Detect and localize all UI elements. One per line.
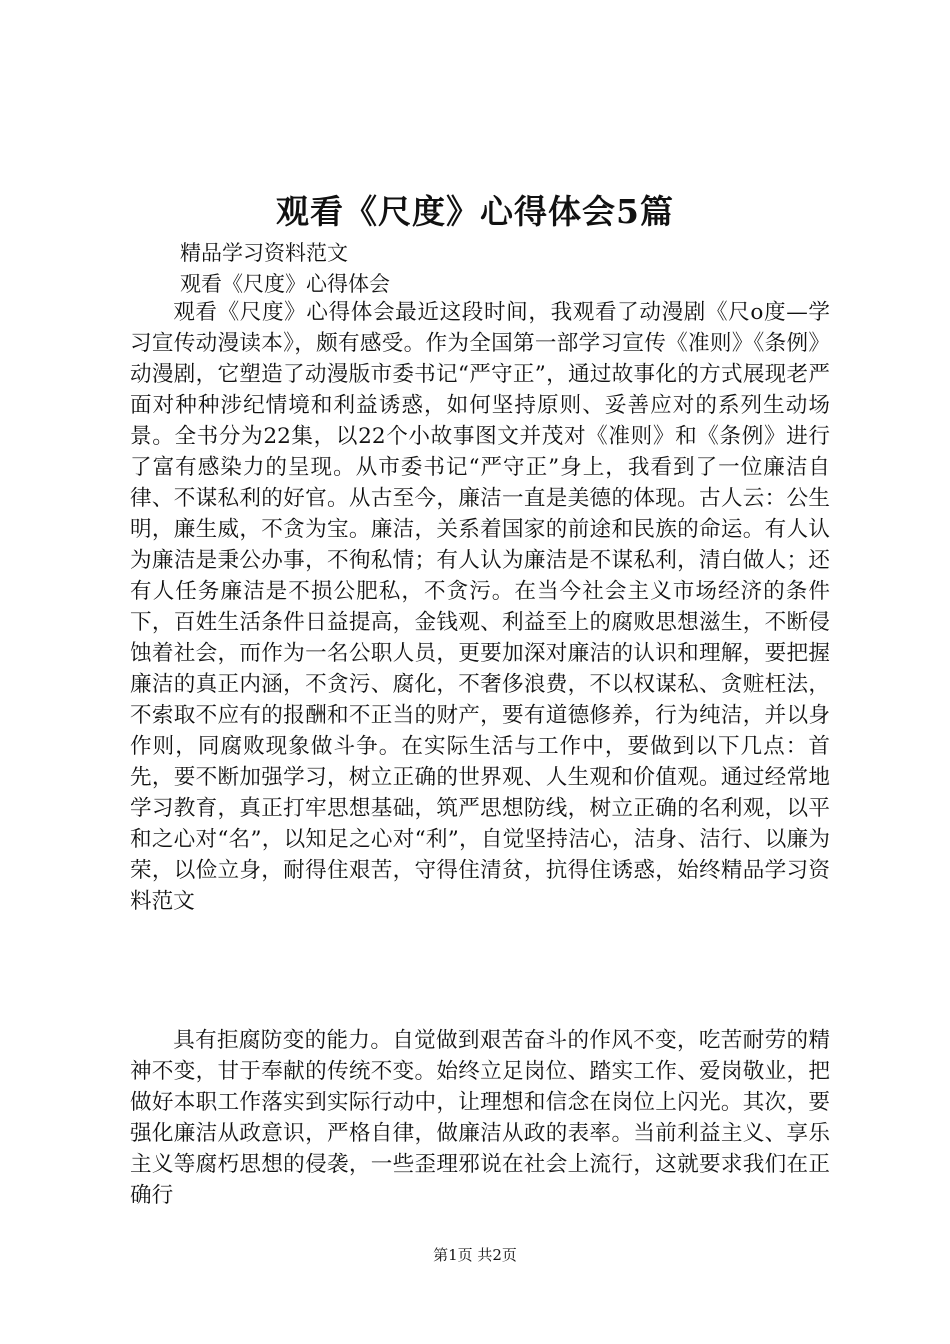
subtitle-source: 精品学习资料范文 [180,241,348,265]
page-footer: 第1页 共2页 [433,1246,517,1264]
body-paragraph-2: 具有拒腐防变的能力。自觉做到艰苦奋斗的作风不变，吃苦耐劳的精神不变，甘于奉献的传统不变。始终立足岗位、踏实工作、爱岗敬业，把做好本职工作落实到实际行动中，让理想和信念在岗位上闪光。其次，要强化廉洁从政意识，严格自律，做廉洁从政的表率。当前利益主义、享乐主义等腐朽思想的侵袭，一些歪理邪说在社会上流行，这就要求我们在正确行 [130,1028,830,1208]
subtitle-heading: 观看《尺度》心得体会 [180,272,390,296]
body-paragraph-1: 观看《尺度》心得体会最近这段时间，我观看了动漫剧《尺o度—学习宣传动漫读本》，颇有感受。作为全国第一部学习宣传《准则》《条例》动漫剧，它塑造了动漫版市委书记“严守正”，通过故事化的方式展现老严面对种种涉纪情境和利益诱惑，如何坚持原则、妥善应对的系列生动场景。全书分为22集，以22个小故事图文并茂对《准则》和《条例》进行了富有感染力的呈现。从市委书记“严守正”身上，我看到了一位廉洁自律、不谋私利的好官。从古至今，廉洁一直是美德的体现。古人云：公生明，廉生威，不贪为宝。廉洁，关系着国家的前途和民族的命运。有人认为廉洁是秉公办事，不徇私情；有人认为廉洁是不谋私利，清白做人；还有人任务廉洁是不损公肥私，不贪污。在当今社会主义市场经济的条件下，百姓生活条件日益提高，金钱观、利益至上的腐败思想滋生，不断侵蚀着社会，而作为一名公职人员，更要加深对廉洁的认识和理解，要把握廉洁的真正内涵，不贪污、腐化，不奢侈浪费，不以权谋私、贪赃枉法，不索取不应有的报酬和不正当的财产，要有道德修养，行为纯洁，并以身作则，同腐败现象做斗争。在实际生活与工作中，要做到以下几点：首先，要不断加强学习，树立正确的世界观、人生观和价值观。通过经常地学习教育，真正打牢思想基础，筑严思想防线，树立正确的名利观，以平和之心对“名”，以知足之心对“利”，自觉坚持洁心，洁身、洁行、以廉为荣，以俭立身，耐得住艰苦，守得住清贫，抗得住诱惑，始终精品学习资料范文 [130,300,830,914]
document-title: 观看《尺度》心得体会5篇 [276,192,674,231]
